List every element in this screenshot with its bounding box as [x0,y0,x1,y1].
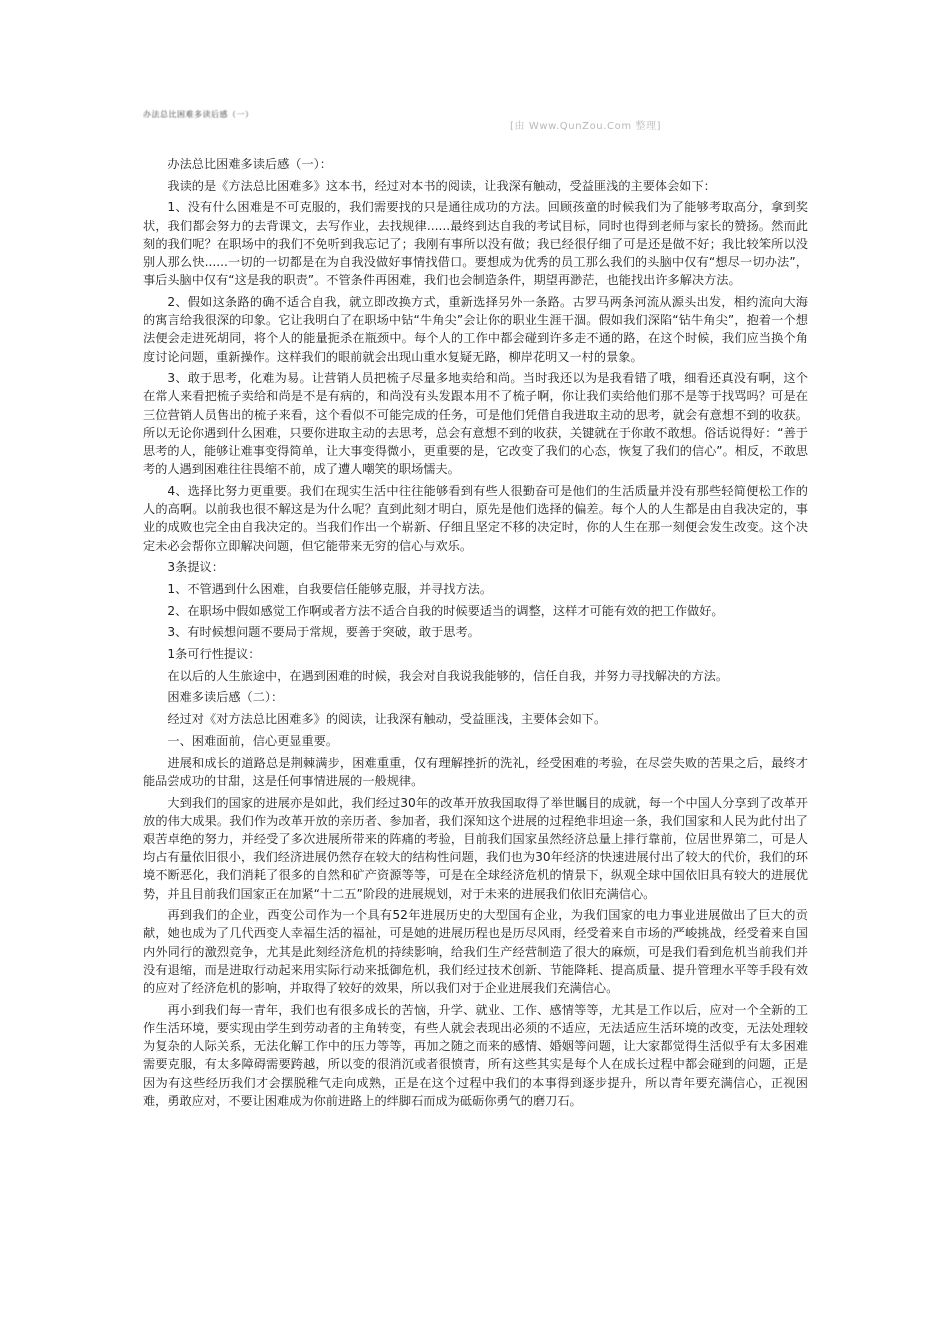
paragraph: 1、没有什么困难是不可克服的，我们需要找的只是通往成功的方法。回顾孩童的时候我们为了能够考取高分，拿到奖状，我们都会努力的去背课文，去写作业，去找规律......最终到达自我的考试目标，同时也得到老师与家长的赞扬。然而此刻的我们呢？在职场中的我们不免听到我忘记了；我刚有事所以没有做；我已经很仔细了可是还是做不好；我比较笨所以没别人那么快......一切的一切都是在为自我没做好事情找借口。要想成为优秀的员工那么我们的头脑中仅有“想尽一切办法”，事后头脑中仅有“这是我的职责”。不管条件再困难，我们也会制造条件，期望再渺茫，也能找出许多解决方法。 [143,200,808,288]
paragraph: 1条可行性提议： [167,647,261,662]
paragraph: 大到我们的国家的进展亦是如此，我们经过30年的改革开放我国取得了举世瞩目的成就，每一个中国人分享到了改革开放的伟大成果。我们作为改革开放的亲历者、参加者，我们深知这个进展的过程绝非坦途一条，我们国家和人民为此付出了艰苦卓绝的努力，并经受了多次进展所带来的阵痛的考验，目前我们国家虽然经济总量上排行靠前，位居世界第二，可是人均占有量依旧很小，我们经济进展仍然存在较大的结构性问题，我们也为30年经济的快速进展付出了较大的代价，我们的环境不断恶化，我们消耗了很多的自然和矿产资源等等，可是在全球经济危机的情景下，纵观全球中国依旧具有较大的进展优势，并且目前我们国家正在加紧“十二五”阶段的进展规划，对于未来的进展我们依旧充满信心。 [143,795,808,901]
paragraph: 我读的是《方法总比困难多》这本书，经过对本书的阅读，让我深有触动，受益匪浅的主要体会如下： [167,178,716,193]
paragraph: 1、不管遇到什么困难，自我要信任能够克服，并寻找方法。 [167,581,493,596]
watermark: [由 Www.QunZou.Com 整理] [510,121,662,132]
header-title: 办法总比困难多读后感（一） [143,110,254,119]
paragraph: 进展和成长的道路总是荆棘满步，困难重重，仅有理解挫折的洗礼，经受困难的考验，在尽尝失败的苦果之后，最终才能品尝成功的甘甜，这是任何事情进展的一般规律。 [143,755,808,788]
paragraph: 经过对《对方法总比困难多》的阅读，让我深有触动，受益匪浅，主要体会如下。 [167,712,607,727]
paragraph: 3条提议： [167,560,224,575]
paragraph: 一、困难面前，信心更显重要。 [167,733,339,748]
document-body [143,155,808,1113]
paragraph: 困难多读后感（二）： [167,690,284,705]
paragraph: 3、敢于思考，化难为易。让营销人员把梳子尽量多地卖给和尚。当时我还以为是我看错了哦，细看还真没有啊，这个在常人来看把梳子卖给和尚是不是有病的，和尚没有头发跟本用不了梳子啊，你让我们卖给他们那不是等于找骂吗？可是在三位营销人员售出的梳子来看，这个看似不可能完成的任务，可是他们凭借自我进取主动的思考，就会有意想不到的收获。所以无论你遇到什么困难，只要你进取主动的去思考，总会有意想不到的收获，关键就在于你敢不敢想。俗话说得好：“善于思考的人，能够让难事变得简单，让大事变得微小，更重要的是，它改变了我们的心态，恢复了我们的信心”。相反，不敢思考的人遇到困难往往畏缩不前，成了遭人嘲笑的职场懦夫。 [143,371,808,477]
paragraph: 办法总比困难多读后感（一）： [167,157,332,171]
paragraph: 2、在职场中假如感觉工作啊或者方法不适合自我的时候要适当的调整，这样才可能有效的把工作做好。 [167,603,724,618]
paragraph: 4、选择比努力更重要。我们在现实生活中往往能够看到有些人很勤奋可是他们的生活质量并没有那些轻简便松工作的人的高啊。以前我也很不解这是为什么呢？直到此刻才明白，原先是他们选择的偏差。每个人的人生都是由自我决定的，事业的成败也完全由自我决定的。当我们作出一个崭新、仔细且坚定不移的决定时，你的人生在那一刻便会发生改变。这个决定未必会帮你立即解决问题，但它能带来无穷的信心与欢乐。 [143,483,808,553]
paragraph: 3、有时候想问题不要局于常规，要善于突破，敢于思考。 [167,625,480,640]
paragraph: 再到我们的企业，西变公司作为一个具有52年进展历史的大型国有企业，为我们国家的电力事业进展做出了巨大的贡献，她也成为了几代西变人幸福生活的福祉，可是她的进展历程也是历尽风雨，经受着来自市场的严峻挑战，经受着来自国内外同行的激烈竞争，尤其是此刻经济危机的持续影响，给我们生产经营制造了很大的麻烦，可是我们看到危机当前我们并没有退缩，而是进取行动起来用实际行动来抵御危机，我们经过技术创新、节能降耗、提高质量、提升管理水平等手段有效的应对了经济危机的影响，并取得了较好的效果，所以我们对于企业进展我们充满信心。 [143,908,808,996]
paragraph: 在以后的人生旅途中，在遇到困难的时候，我会对自我说我能够的，信任自我，并努力寻找解决的方法。 [167,668,729,683]
paragraph: 2、假如这条路的确不适合自我，就立即改换方式，重新选择另外一条路。古罗马两条河流从源头出发，相约流向大海的寓言给我很深的印象。它让我明白了在职场中钻“牛角尖”会让你的职业生涯干涸。假如我们深陷“钻牛角尖”，抱着一个想法便会走进死胡同，将个人的能量扼杀在瓶颈中。每个人的工作中都会碰到许多走不通的路，在这个时候，我们应当换个角度讨论问题，重新操作。这样我们的眼前就会出现山重水复疑无路，柳岸花明又一村的景象。 [143,294,808,364]
paragraph: 再小到我们每一青年，我们也有很多成长的苦恼，升学、就业、工作、感情等等，尤其是工作以后，应对一个全新的工作生活环境，要实现由学生到劳动者的主角转变，有些人就会表现出必须的不适应，无法适应生活环境的改变，无法处理较为复杂的人际关系，无法化解工作中的压力等等，再加之随之而来的感情、婚姻等问题，让大家都觉得生活似乎有太多困难需要克服，有太多障碍需要跨越，所以变的很消沉或者很愤青，所有这些其实是每个人在成长过程中都会碰到的问题，正是因为有这些经历我们才会摆脱稚气走向成熟，正是在这个过程中我们的本事得到逐步提升，所以青年要充满信心，正视困难，勇敢应对，不要让困难成为你前进路上的绊脚石而成为砥砺你勇气的磨刀石。 [143,1002,808,1108]
